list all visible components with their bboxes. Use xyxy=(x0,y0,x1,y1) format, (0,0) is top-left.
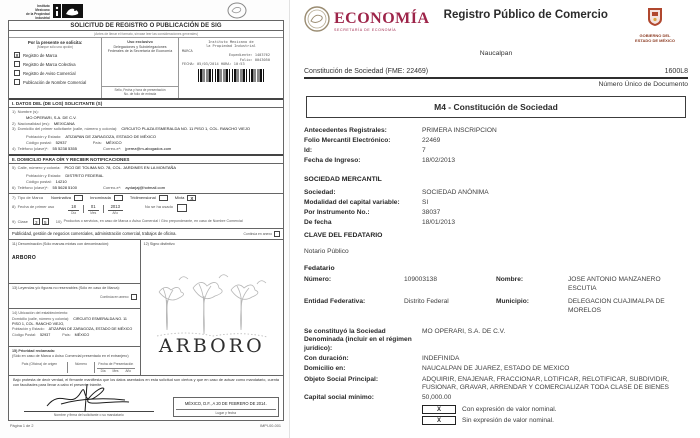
field-label: Nombre (s): xyxy=(17,109,39,114)
distinctive-sign-box xyxy=(141,240,283,375)
field-label: Folio Mercantil Electrónico: xyxy=(304,137,391,145)
checkbox-leyendas-anexo xyxy=(131,294,137,300)
stamp-line: Instituto Mexicano de xyxy=(208,40,254,44)
stamp-line: MARCA xyxy=(181,48,193,53)
duracion-value: INDEFINIDA xyxy=(422,355,460,363)
tipo-label: Mixta xyxy=(174,195,185,201)
field-label: Con duración: xyxy=(304,355,349,363)
priority-label: 15) Prioridad reclamada: xyxy=(12,349,56,354)
tipo-label: Tridimensional xyxy=(129,195,156,201)
anexo-label: Continúa en anexo xyxy=(100,295,129,300)
denomination-label: 11) Denominación (Sólo marcas mixtas con denominación): xyxy=(12,241,110,246)
capital-minimo-value: 50,000.00 xyxy=(422,394,452,402)
agency-line: de la Propiedad xyxy=(26,11,50,16)
checkbox-innominada xyxy=(114,195,123,201)
nationality-value: MEXICANA xyxy=(53,120,75,126)
products-header-label: Productos o servicios, en caso de Marca o Aviso Comercial / Giro preponderante, en caso de Nombre Comercial xyxy=(63,219,243,224)
fedatario-row-1 xyxy=(304,276,688,293)
antecedentes-value: PRIMERA INSCRIPCION xyxy=(422,127,497,134)
place-date-value: MÉXICO, D.F., A 20 DE FEBRERO DE 2014. xyxy=(176,401,276,410)
legends-box xyxy=(9,284,140,310)
field-label: De fecha xyxy=(304,219,332,227)
establishment-country: MÉXICO xyxy=(74,332,90,337)
field-label: Código postal: xyxy=(26,139,52,145)
notice-city-value: DISTRITO FEDERAL xyxy=(65,173,104,179)
impi-agency-name xyxy=(26,5,50,20)
field-label: Teléfono (clave)*: xyxy=(17,184,49,190)
applicant-name-value: MO OPERARI, S.A. DE C.V. xyxy=(26,114,77,120)
economia-logo xyxy=(304,6,430,37)
field-label: Nacionalidad (es): xyxy=(17,120,50,126)
declaration-section xyxy=(9,375,283,420)
tipo-label: Innominada xyxy=(90,195,111,201)
section-2-body xyxy=(9,164,283,193)
denomination-box xyxy=(9,240,140,284)
field-label: Capital social mínimo: xyxy=(304,394,374,402)
barcode xyxy=(198,69,264,82)
sello-line: No. de folio de entrada xyxy=(123,91,157,96)
class-digit-2: 5 xyxy=(42,218,49,225)
priority-date-label: Fecha de Presentación xyxy=(98,361,134,366)
anexo-checkbox-group xyxy=(244,231,280,237)
notice-postal-code-value: 14210 xyxy=(55,179,67,185)
signature-label: Nombre y firma del solicitante o su mandatario xyxy=(53,413,124,418)
sociedad-value: SOCIEDAD ANÓNIMA xyxy=(422,189,489,197)
distinctive-sign-label: 12) Signo distintivo xyxy=(143,241,175,246)
field-label: Nombre: xyxy=(496,276,524,284)
checkbox-marca-colectiva xyxy=(14,61,20,67)
registry-fields xyxy=(304,127,688,166)
tipo-label: Nominativa xyxy=(50,195,71,201)
priority-col-number: Número xyxy=(67,362,94,373)
priority-day-label: Día xyxy=(100,368,106,373)
edomex-shield-icon xyxy=(646,14,664,31)
uso-body: Delegaciones y Subdelegaciones Federales de la Secretaría de Economía xyxy=(107,44,173,54)
economia-wordmark: ECONOMÍA xyxy=(334,10,430,27)
anexo-label: Continúa en anexo xyxy=(243,231,272,236)
priority-year-label: Año xyxy=(125,368,132,373)
impi-form xyxy=(8,20,284,421)
checkbox-tridimensional xyxy=(159,195,168,201)
capital-variable-value: SI xyxy=(422,199,429,207)
field-label: Se constituyó la Sociedad Denominada (incluir en el régimen jurídico): xyxy=(304,327,412,353)
uso-exclusivo-column xyxy=(102,38,179,98)
establishment-city: ATIZAPAN DE ZARAGOZA, ESTADO DE MÉXICO xyxy=(48,327,133,332)
field-number: 2) xyxy=(12,120,16,126)
month-label: Mes xyxy=(90,210,97,215)
field-number: 1) xyxy=(12,109,16,114)
agency-line: Mexicano xyxy=(35,7,50,12)
option-nombre-comercial xyxy=(14,79,98,85)
left-boxes-column xyxy=(9,240,141,375)
priority-sublabel: (Sólo en caso de Marca o Aviso Comercial presentado en el extranjero) xyxy=(12,353,129,358)
field-label: País: xyxy=(62,332,71,337)
notice-address-value: PICO DE TOLIMA NO. 78, COL. JARDINES EN LA MONTAÑA xyxy=(64,164,177,170)
form-top-area xyxy=(9,38,283,98)
first-use-year: 2013 xyxy=(108,204,123,211)
rpc-document-page xyxy=(290,0,700,438)
sociedad-mercantil-heading: SOCIEDAD MERCANTIL xyxy=(304,176,382,184)
field-label: Domicilio en: xyxy=(304,365,346,373)
legends-anexo-group xyxy=(12,294,137,300)
form-subtitle: (Antes de llenar el formato, sírvase leer las consideraciones generales) xyxy=(9,31,283,38)
document-number: 1600L8 xyxy=(664,68,688,75)
field-label: Teléfono (clave)*: xyxy=(17,145,49,151)
legends-label: 13) Leyendas y/o figuras no reservables (Sólo en caso de Marca): xyxy=(12,285,120,290)
option-marca-colectiva xyxy=(14,61,98,67)
field-number: 4) xyxy=(12,145,16,151)
economia-seal-icon xyxy=(304,6,330,37)
agency-line: Industrial xyxy=(35,15,50,20)
m4-title-box: M4 - Constitución de Sociedad xyxy=(306,96,686,118)
priority-col-origin: País (Oficina) de origen xyxy=(21,361,58,366)
mark-boxes-area xyxy=(9,239,283,375)
field-label: Código postal: xyxy=(26,179,52,185)
domicilio-value: NAUCALPAN DE JUAREZ, ESTADO DE MEXICO xyxy=(422,365,570,373)
checkbox-registro-marca: X xyxy=(15,53,19,58)
valor-nominal-sin-row xyxy=(422,416,688,425)
mark-details-section xyxy=(9,193,283,228)
fedatario-entidad-value: Distrito Federal xyxy=(404,298,449,306)
field-label: Por Instrumento No.: xyxy=(304,209,370,217)
phone-value: 55 5238 5355 xyxy=(52,145,77,151)
signature-row xyxy=(13,390,279,417)
document-type-row xyxy=(304,68,688,79)
denomination-value: ARBORO xyxy=(12,254,37,261)
mark-type-row xyxy=(12,195,280,201)
stamp-line: la Propiedad Industrial xyxy=(206,44,256,49)
establishment-box xyxy=(9,309,140,347)
stamp-fecha: FECHA: 05/03/2014 HORA: 10:53 xyxy=(181,62,245,67)
document-title: Registro Público de Comercio xyxy=(443,9,608,21)
checkbox-mixta: X xyxy=(187,195,196,201)
field-number: 3) xyxy=(12,126,16,132)
sociedad-fields xyxy=(304,189,688,228)
field-label: Población y Estado: xyxy=(26,134,62,140)
fecha-ingreso-value: 18/02/2013 xyxy=(422,157,456,165)
first-use-month: 01 xyxy=(88,204,99,211)
priority-col-date xyxy=(94,362,136,373)
fedatario-municipio-value: DELEGACION CUAJIMALPA DE MORELOS xyxy=(568,298,665,314)
country-value: MÉXICO xyxy=(105,139,122,145)
field-label: Clase xyxy=(17,218,28,224)
fedatario-nombre-value: JOSE ANTONIO MANZANERO ESCUTIA xyxy=(568,276,661,292)
field-label: 14) Ubicación del establecimiento: xyxy=(12,311,69,316)
field-number: 10) xyxy=(55,218,62,224)
field-number: 9) xyxy=(12,218,16,224)
year-label: Año xyxy=(112,210,119,215)
checkbox-aviso-comercial xyxy=(14,70,20,76)
economia-subtitle: SECRETARÍA DE ECONOMÍA xyxy=(334,28,397,32)
first-use-day: 18 xyxy=(68,204,79,211)
checkbox-label: Sin expresión de valor nominal. xyxy=(462,417,554,425)
email-value: jperez@m-abogados.com xyxy=(125,145,172,151)
checkbox-con-valor-nominal: X xyxy=(422,405,456,414)
id-value: 7 xyxy=(422,147,426,155)
option-registro-de-marca xyxy=(14,52,98,58)
field-label: Objeto Social Principal: xyxy=(304,375,379,383)
checkbox-sin-valor-nominal: X xyxy=(422,416,456,425)
edomex-line: ESTADO DE MÉXICO xyxy=(635,38,675,43)
request-type-column xyxy=(9,38,102,98)
form-title: SOLICITUD DE REGISTRO O PUBLICACIÓN DE SIG xyxy=(9,21,283,31)
request-sublabel: (Marque sólo una opción) xyxy=(37,45,74,49)
priority-table-header xyxy=(12,362,137,373)
registry-office: Naucalpan xyxy=(479,50,513,57)
notario-publico-text: Notario Público xyxy=(304,248,349,256)
place-date-label: Lugar y fecha xyxy=(215,411,237,416)
checkbox-nominativa xyxy=(74,195,83,201)
field-number: 7) xyxy=(12,195,16,201)
field-label: Entidad Federativa: xyxy=(304,298,366,306)
instrumento-fecha-value: 18/01/2013 xyxy=(422,219,456,227)
field-label: Correo-e*: xyxy=(102,145,122,151)
edomex-line: GOBIERNO DEL xyxy=(639,33,671,38)
stamp-folio: Folio: 0043050 xyxy=(239,57,270,62)
place-date-box xyxy=(173,397,279,417)
edomex-logo xyxy=(622,7,688,43)
document-type: Constitución de Sociedad (FME: 22469) xyxy=(304,68,429,75)
field-label: Antecedentes Registrales: xyxy=(304,127,387,134)
signature-area xyxy=(13,390,165,417)
declaration-text: Bajo protesta de decir verdad, el firmante manifiesta que los datos asentados en esta solicitud son ciertos y que en caso de actuar como mandatario, cuenta con facultades para llevar a cabo el presente trámite. xyxy=(13,377,279,387)
checkbox-label: Con expresión de valor nominal. xyxy=(462,406,557,414)
field-label: Calle, número y colonia: xyxy=(17,164,61,170)
products-row xyxy=(9,228,283,239)
option-label: Registro de Aviso Comercial xyxy=(23,70,76,76)
sello-presentacion-label xyxy=(102,86,178,98)
section-2-heading: II. DOMICILIO PARA OÍR Y RECIBIR NOTIFICACIONES xyxy=(9,154,283,164)
document-number-label: Número Único de Documento xyxy=(598,81,688,88)
field-label: Tipo de Marca xyxy=(17,195,43,201)
priority-month-label: Mes xyxy=(112,368,119,373)
field-label: Sociedad: xyxy=(304,189,336,197)
field-label: Población y Estado: xyxy=(26,173,62,179)
government-seal-icon xyxy=(227,2,247,24)
field-number: 8) xyxy=(12,203,16,209)
field-label: Correo-e*: xyxy=(102,184,122,190)
request-label: Por la presente se solicita: xyxy=(27,40,83,45)
establishment-address-1: CIRCUITO ESMERALDA NO. 11 xyxy=(73,316,127,321)
checkbox-nombre-comercial xyxy=(14,79,20,85)
denominacion-value: MO OPERARI, S.A. DE C.V. xyxy=(422,327,506,335)
uso-title: Uso exclusivo xyxy=(127,40,153,44)
instrumento-value: 38037 xyxy=(422,209,441,217)
field-label: Fecha de primer uso xyxy=(17,203,55,209)
checkbox-continua-anexo xyxy=(274,231,280,237)
checkbox-no-usado xyxy=(177,204,187,212)
notice-email-value: aydarjaj@hotmail.com xyxy=(125,184,166,190)
notice-phone-value: 55 5628 5100 xyxy=(52,184,77,190)
postal-code-value: 52937 xyxy=(55,139,67,145)
first-use-date-row xyxy=(12,204,280,215)
class-digit-1: 3 xyxy=(33,218,40,225)
field-number: 6) xyxy=(12,184,16,190)
field-label: Modalidad del capital variable: xyxy=(304,199,400,207)
fedatario-row-2 xyxy=(304,298,688,315)
field-label: País: xyxy=(92,139,102,145)
sello-line: Sello, Fecha y hora de presentación xyxy=(114,87,166,92)
establishment-address-2: PISO 1, COL. RANCHO VIEJO, xyxy=(12,322,65,327)
option-label: Registro de Marca Colectiva xyxy=(23,61,76,67)
establishment-cp: 52937 xyxy=(39,332,51,337)
priority-box xyxy=(9,347,140,375)
not-used-label: No se ha usado xyxy=(144,203,173,209)
constitucion-fields xyxy=(304,328,688,404)
page-number: Página 1 de 2 xyxy=(10,424,34,429)
class-row xyxy=(12,218,280,227)
office-stamp-area xyxy=(179,38,283,98)
impi-trademark-form-page xyxy=(0,0,290,438)
folio-mercantil-value: 22469 xyxy=(422,137,441,145)
agency-line: Instituto xyxy=(37,4,50,8)
arboro-wordmark: ARBORO xyxy=(158,334,265,357)
field-label: Población y Estado: xyxy=(12,327,45,332)
option-label: Publicación de Nombre Comercial xyxy=(23,79,87,85)
form-code: IMPI-00-001 xyxy=(260,424,281,429)
stamp-expediente: Expediente: 1403762 xyxy=(228,53,270,58)
field-label: Domicilio del primer solicitante (calle, número y colonia): xyxy=(17,126,118,132)
field-label: Municipio: xyxy=(496,298,529,306)
field-label: Id: xyxy=(304,147,313,155)
rpc-header xyxy=(304,6,688,43)
field-label: Domicilio (calle, número y colonia): xyxy=(12,316,70,321)
field-label: Número: xyxy=(304,276,332,284)
field-number: 5) xyxy=(12,164,16,170)
objeto-social-value: ADQUIRIR, ENAJENAR, FRACCIONAR, LOTIFICAR, RELOTIFICAR, SUBDIVIDIR, FUSIONAR, GRAVAR, ARRENDAR Y COMERCIALIZAR TODA CLASE DE BIENES xyxy=(422,375,669,392)
section-1-heading: I. DATOS DEL (DE LOS) SOLICITANTE (S) xyxy=(9,98,283,108)
day-label: Día xyxy=(71,210,77,215)
field-label: Fecha de Ingreso: xyxy=(304,157,361,165)
tree-sketch-image xyxy=(149,250,274,347)
fedatario-subheading: Fedatario xyxy=(304,265,335,273)
impi-page-footer xyxy=(0,421,289,428)
impi-logo-icon xyxy=(53,4,83,23)
city-state-value: ATIZAPAN DE ZARAGOZA, ESTADO DE MÉXICO xyxy=(65,134,157,140)
section-1-body xyxy=(9,108,283,154)
edomex-caption xyxy=(622,33,688,43)
address-value: CIRCUITO PLAZA ESMERALDA NO. 11 PISO 1, COL. RANCHO VIEJO xyxy=(121,126,250,132)
valor-nominal-con-row xyxy=(422,405,688,414)
products-value: Publicidad, gestión de negocios comerciales, administración comercial, trabajos de oficina. xyxy=(12,231,177,237)
dot-matrix-stamp xyxy=(182,40,280,67)
field-label: Código Postal: xyxy=(12,332,36,337)
clave-fedatario-heading: CLAVE DEL FEDATARIO xyxy=(304,232,383,240)
option-aviso-comercial xyxy=(14,70,98,76)
signature-scribble xyxy=(41,382,137,417)
impi-page-header xyxy=(0,0,289,20)
option-label: Registro de Marca xyxy=(23,52,58,58)
fedatario-numero-value: 109003138 xyxy=(404,276,438,284)
uso-exclusivo-text xyxy=(102,38,178,56)
